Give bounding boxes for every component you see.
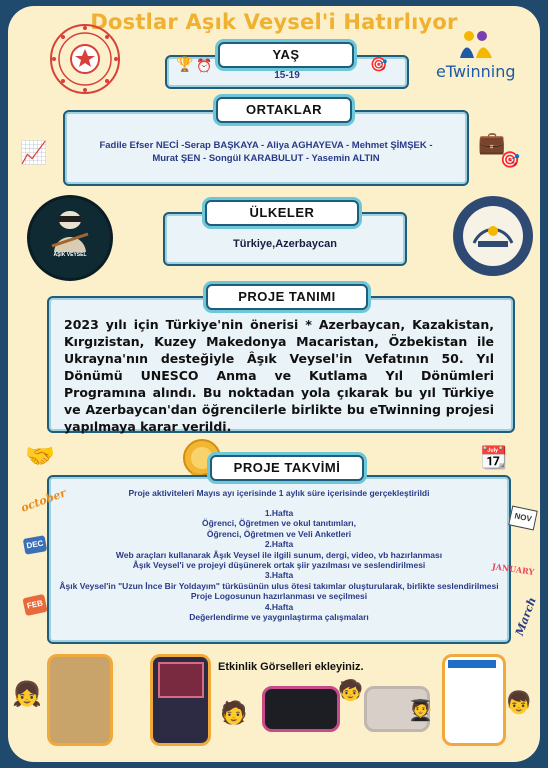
saz-player-icon: [48, 206, 92, 252]
calendar-line: Web araçları kullanarak Âşık Veysel ile ilgili sunum, dergi, video, vb hazırlanması: [115, 549, 443, 560]
partners-line-2: Murat ŞEN - Songül KARABULUT - Yasemin ALTIN: [152, 153, 380, 164]
calendar-line: 4.Hafta: [264, 601, 294, 612]
ministry-emblem-icon: [48, 22, 122, 96]
age-label: YAŞ: [218, 42, 354, 68]
student-right-icon: 🧑‍🎓: [408, 700, 433, 722]
march-sticker: March: [512, 595, 539, 638]
reading-person-icon: 🧑: [220, 700, 248, 725]
calendar-line: Âşık Veysel'i ve projeyi düşünerek ortak şiir yazılması ve seslendirilmesi: [132, 560, 426, 571]
october-sticker: october: [19, 486, 68, 515]
kids-group-icon: 👦: [505, 690, 533, 715]
calendar-intro: Proje aktiviteleri Mayıs ayı içerisinde 1 aylık süre içerisinde gerçekleştirildi: [128, 488, 430, 498]
calendar-line: Değerlendirme ve yaygınlaştırma çalışmaları: [189, 612, 369, 623]
gallery-photo-1: [47, 654, 113, 746]
calendar-label: PROJE TAKVİMİ: [210, 455, 364, 481]
gallery-photo-3: [262, 686, 340, 732]
target-icon: 🎯: [370, 56, 388, 72]
clock-icon: ⏰: [196, 58, 213, 73]
countries-label: ÜLKELER: [205, 200, 359, 226]
age-value: 15-19: [274, 70, 300, 81]
description-text: 2023 yılı için Türkiye'nin önerisi * Azerbaycan, Kazakistan, Kırgızistan, Kuzey Makedonya Macaristan, Özbekistan ile Ukrayna'nın desteğiyle Âşık Veysel'in Vefatının 50. Yıl Dönümü UNESCO Anma ve Kutlama Yıl Dönümleri Programına alındı. Bu noktadan yola çıkarak bu yıl Türkiye ve Azerbaycan'dan öğrencilerle birlikte bu eTwinning projesi yapılmaya karar verildi.: [64, 317, 494, 434]
calendar-line: 3.Hafta: [264, 570, 294, 581]
feb-sticker: FEB: [22, 594, 47, 616]
description-label: PROJE TANIMI: [206, 284, 368, 310]
calendar-lines: [40, 508, 518, 622]
calendar-line: 1.Hafta: [264, 508, 294, 518]
calendar-line: Proje Logosunun hazırlanması ve seçilmesi: [190, 591, 368, 602]
page-title: Dostlar Aşık Veysel'i Hatırlıyor: [90, 10, 458, 34]
dec-sticker: DEC: [23, 535, 47, 555]
briefcase-icon: 💼: [478, 130, 506, 155]
january-sticker: JANUARY: [491, 561, 535, 577]
students-illustration-icon: 👧: [12, 681, 42, 708]
target-icon-right: 🎯: [500, 152, 520, 169]
gallery-photo-5-header: [448, 660, 496, 668]
gallery-caption: Etkinlik Görselleri ekleyiniz.: [218, 661, 364, 673]
etwinning-logo-icon: [456, 28, 496, 62]
student-icon: 🧒: [338, 680, 363, 702]
teamwork-icon: 🤝: [25, 443, 55, 470]
partners-line-1: Fadile Efser NECİ -Serap BAŞKAYA - Aliya AGHAYEVA - Mehmet ŞİMŞEK -: [99, 140, 433, 151]
calendar-line: Öğrenci, Öğretmen ve Veli Anketleri: [206, 528, 352, 539]
asik-veysel-badge-label: AŞIK VEYSEL: [53, 252, 87, 258]
school-emblem-icon: [452, 195, 534, 277]
calendar-line: Âşık Veysel'in "Uzun İnce Bir Yoldayım" türküsünün ulus ötesi takımlar oluşturularak, birlikte seslendirilmesi: [59, 580, 499, 591]
partners-label: ORTAKLAR: [216, 97, 352, 123]
trophy-icon: 🏆: [176, 56, 194, 72]
etwinning-label: eTwinning: [436, 62, 516, 81]
nov-sticker: NOV: [508, 506, 538, 531]
calendar-line: 2.Hafta: [264, 539, 294, 550]
countries-value: Türkiye,Azerbaycan: [233, 238, 337, 250]
chart-growth-icon: 📈: [20, 140, 48, 165]
calendar-check-icon: 📆: [480, 445, 508, 470]
calendar-line: Öğrenci, Öğretmen ve okul tanıtımları,: [202, 518, 356, 529]
gallery-photo-2-frame: [158, 662, 204, 698]
